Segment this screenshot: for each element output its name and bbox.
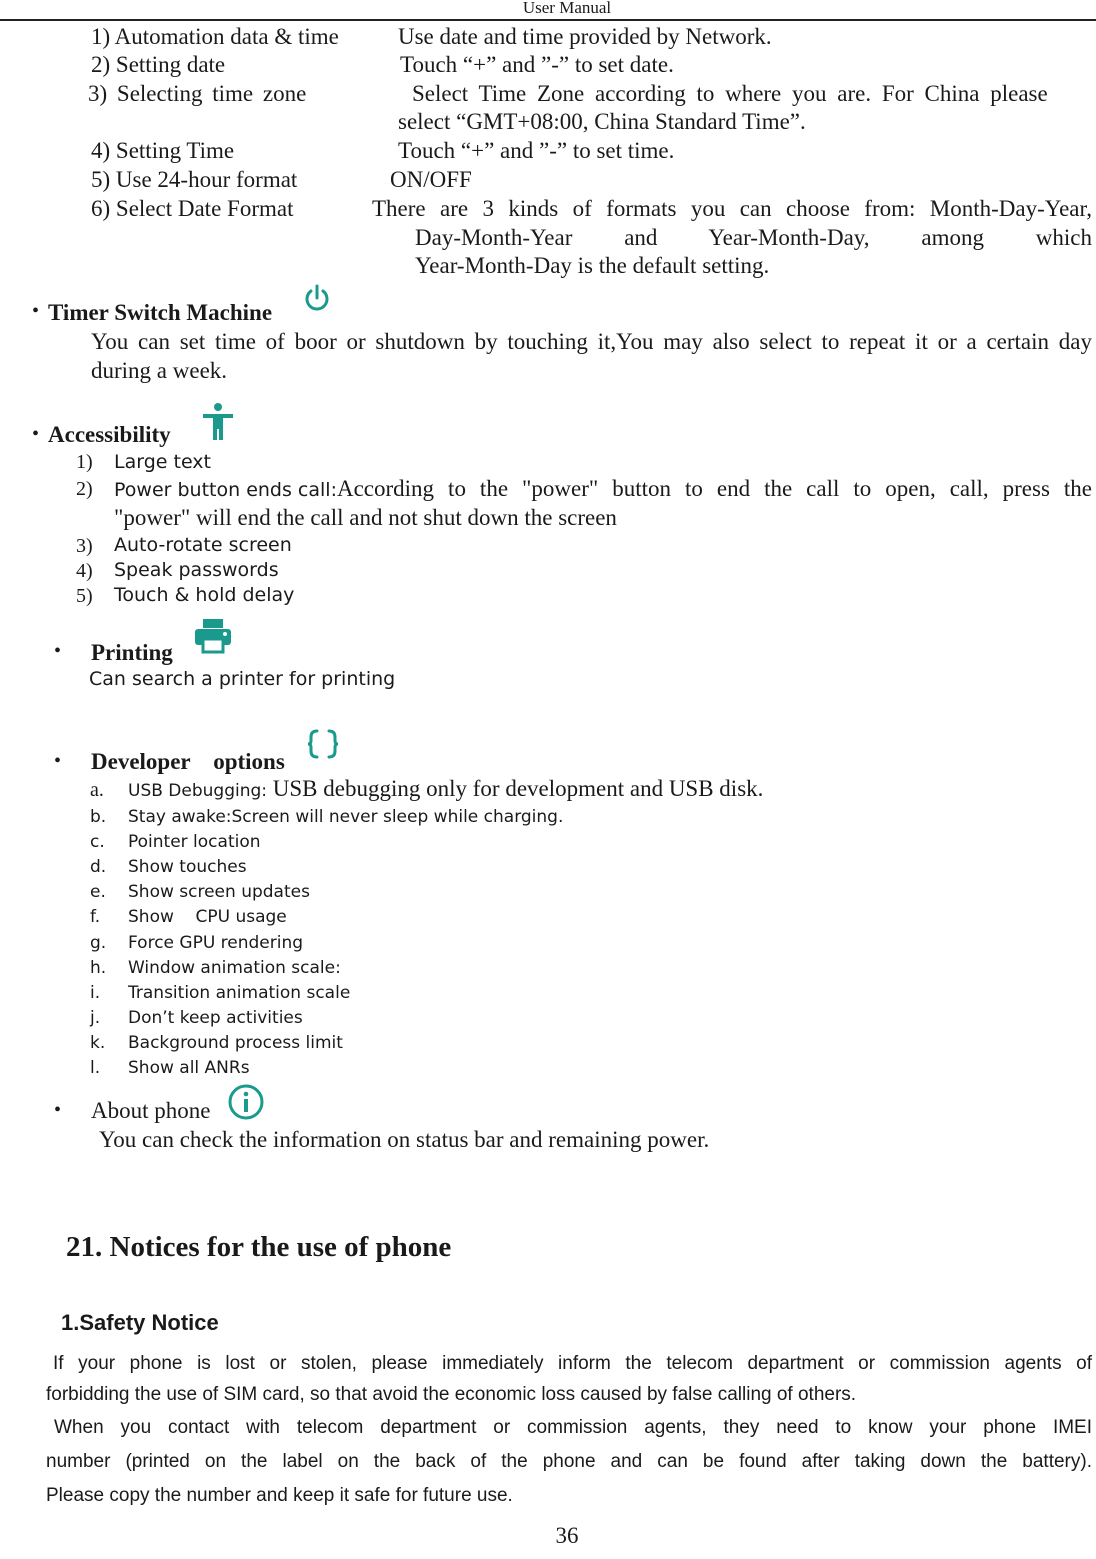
- list-item: [114, 476, 1092, 502]
- about-phone-title: About phone: [91, 1098, 211, 1123]
- list-number: 5): [76, 585, 93, 607]
- setting-desc-line: Day-Month-Year and Year-Month-Day, among which: [415, 225, 1092, 250]
- section-heading: 21. Notices for the use of phone: [66, 1231, 452, 1263]
- page-number: 36: [555, 1523, 579, 1548]
- paragraph-line: When you contact with telecom department or commission agents, they need to know your phone IMEI: [54, 1417, 1092, 1438]
- list-item: Touch & hold delay: [114, 584, 295, 606]
- list-number: 1): [76, 451, 93, 473]
- list-letter: k.: [90, 1033, 106, 1053]
- list-item: Show all ANRs: [128, 1058, 250, 1078]
- list-letter: j.: [90, 1008, 101, 1028]
- setting-desc-line: select “GMT+08:00, China Standard Time”.: [398, 109, 806, 134]
- list-item-label: USB Debugging:: [128, 781, 268, 801]
- setting-desc: ON/OFF: [390, 167, 472, 192]
- info-icon: [226, 1084, 266, 1120]
- safety-paragraph-2: [46, 1411, 1092, 1513]
- setting-desc: [412, 81, 1092, 107]
- list-item: Pointer location: [128, 832, 261, 852]
- printing-desc: Can search a printer for printing: [89, 668, 396, 690]
- safety-heading: 1.Safety Notice: [61, 1310, 219, 1335]
- list-item: Speak passwords: [114, 559, 279, 581]
- list-number: 3): [76, 535, 93, 557]
- paragraph-line: Please copy the number and keep it safe for future use.: [46, 1485, 513, 1506]
- bullet: •: [54, 640, 62, 662]
- list-number: 2): [76, 478, 93, 500]
- list-item: Background process limit: [128, 1033, 343, 1053]
- list-item: Show CPU usage: [128, 907, 287, 927]
- setting-desc-line: Year-Month-Day is the default setting.: [415, 253, 770, 278]
- list-item-label: Power button ends call:: [114, 479, 337, 501]
- list-letter: l.: [90, 1058, 101, 1078]
- printer-icon: [193, 618, 233, 654]
- setting-desc: Touch “+” and ”-” to set date.: [400, 52, 674, 77]
- list-item: Auto-rotate screen: [114, 534, 292, 556]
- list-number: 4): [76, 560, 93, 582]
- list-item: Large text: [114, 451, 211, 473]
- list-item: Show touches: [128, 857, 247, 877]
- safety-paragraph-1: [46, 1348, 1092, 1410]
- timer-switch-title: Timer Switch Machine: [48, 300, 273, 325]
- setting-label: 1) Automation data & time: [91, 24, 339, 49]
- paragraph-line: forbidding the use of SIM card, so that avoid the economic loss caused by false calling of others.: [46, 1384, 857, 1405]
- bullet: •: [54, 1099, 62, 1121]
- list-item: Don’t keep activities: [128, 1008, 303, 1028]
- header-rule: [0, 19, 1096, 21]
- list-letter: b.: [90, 807, 107, 827]
- setting-desc-line: Select Time Zone according to where you are. For China please: [412, 81, 1048, 106]
- list-letter: g.: [90, 933, 107, 953]
- setting-label: 5) Use 24-hour format: [91, 167, 298, 192]
- list-letter: e.: [90, 882, 106, 902]
- list-item-text: According to the "power" button to end the call to open, call, press the: [336, 476, 1092, 501]
- printing-title: Printing: [91, 640, 173, 665]
- list-letter: c.: [90, 832, 105, 852]
- paragraph-line: If your phone is lost or stolen, please immediately inform the telecom department or commission agents of: [53, 1353, 1092, 1374]
- list-letter: a.: [90, 779, 104, 801]
- list-letter: i.: [90, 983, 101, 1003]
- timer-switch-desc: during a week.: [91, 358, 228, 383]
- list-item: Force GPU rendering: [128, 933, 304, 953]
- list-letter: d.: [90, 857, 107, 877]
- list-item-text: "power" will end the call and not shut down the screen: [114, 505, 617, 530]
- accessibility-title: Accessibility: [48, 422, 171, 447]
- setting-label: 6) Select Date Format: [91, 196, 294, 221]
- list-item: Window animation scale:: [128, 958, 341, 978]
- setting-label: 2) Setting date: [91, 52, 226, 77]
- setting-label: 4) Setting Time: [91, 138, 235, 163]
- list-letter: h.: [90, 958, 107, 978]
- accessibility-icon: [200, 402, 236, 442]
- paragraph-line: number (printed on the label on the back of the phone and can be found after taking down the battery).: [46, 1451, 1092, 1472]
- about-phone-desc: You can check the information on status bar and remaining power.: [99, 1127, 710, 1152]
- setting-desc: Touch “+” and ”-” to set time.: [398, 138, 675, 163]
- list-letter: f.: [90, 907, 101, 927]
- list-item: Stay awake:Screen will never sleep while charging.: [128, 807, 564, 827]
- list-item-text: USB debugging only for development and USB disk.: [267, 776, 764, 801]
- bullet: •: [54, 750, 62, 772]
- bullet: •: [32, 423, 40, 445]
- setting-desc: Use date and time provided by Network.: [398, 24, 772, 49]
- list-item: Show screen updates: [128, 882, 310, 902]
- developer-title: Developer options: [91, 749, 285, 774]
- braces-icon: [306, 729, 340, 759]
- setting-label: 3) Selecting time zone: [88, 81, 307, 106]
- power-icon: [302, 282, 332, 314]
- timer-switch-desc: You can set time of boor or shutdown by touching it,You may also select to repeat it or a certain day: [91, 329, 1092, 354]
- list-item: [128, 776, 763, 802]
- setting-desc-line: There are 3 kinds of formats you can choose from: Month-Day-Year,: [372, 196, 1092, 221]
- list-item: Transition animation scale: [128, 983, 351, 1003]
- bullet: •: [32, 300, 40, 322]
- header-title: User Manual: [522, 0, 612, 17]
